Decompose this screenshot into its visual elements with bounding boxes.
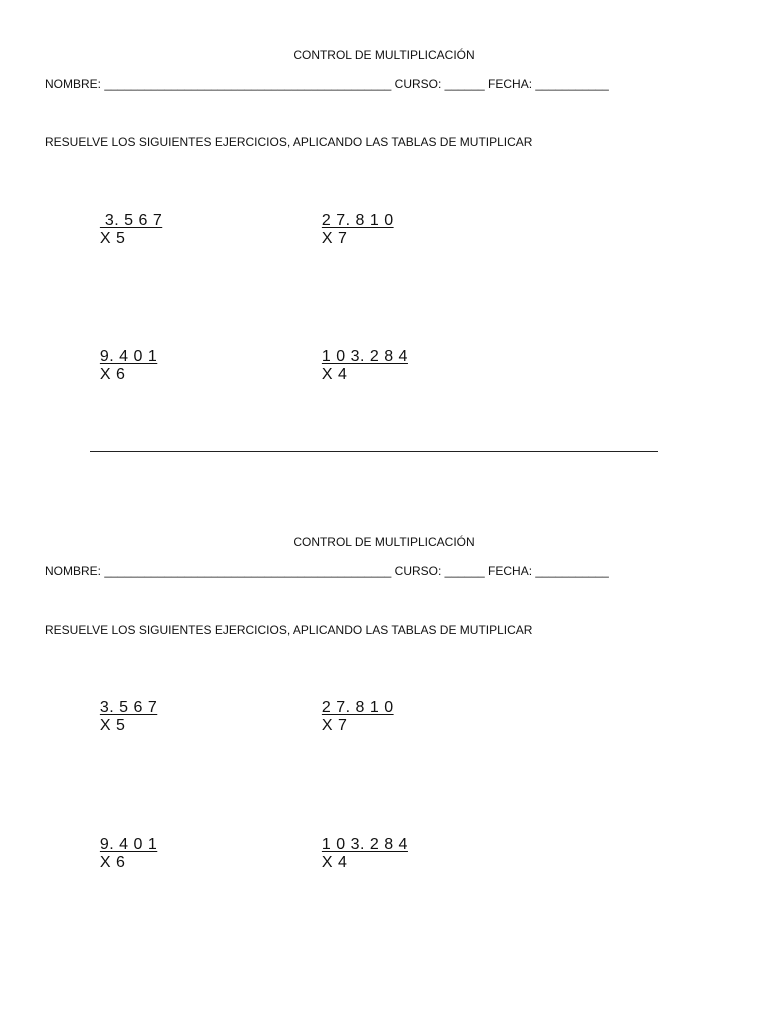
section-1-exercise-3 <box>90 330 157 384</box>
section-1-exercise-2 <box>312 194 394 248</box>
section-2-exercise-4 <box>312 818 408 872</box>
section-1-fields-line: NOMBRE: ___________________________________________ CURSO: ______ FECHA: ___________ <box>45 77 609 91</box>
exercise-multiplier: X 6 <box>99 366 126 383</box>
section-2-fields-line: NOMBRE: ___________________________________________ CURSO: ______ FECHA: ___________ <box>45 564 609 578</box>
section-2-exercise-3 <box>90 818 157 872</box>
exercise-number: 3. 5 6 7 <box>99 699 158 716</box>
exercise-multiplier: X 7 <box>321 717 348 734</box>
section-2-exercise-1 <box>90 681 157 735</box>
section-1-instruction: RESUELVE LOS SIGUIENTES EJERCICIOS, APLICANDO LAS TABLAS DE MUTIPLICAR <box>45 135 533 149</box>
exercise-number: 9. 4 0 1 <box>99 836 158 853</box>
exercise-multiplier: X 4 <box>321 854 348 871</box>
exercise-number: 1 0 3. 2 8 4 <box>321 836 408 853</box>
exercise-number: 1 0 3. 2 8 4 <box>321 348 408 365</box>
section-2-instruction: RESUELVE LOS SIGUIENTES EJERCICIOS, APLICANDO LAS TABLAS DE MUTIPLICAR <box>45 623 533 637</box>
exercise-multiplier: X 5 <box>99 230 126 247</box>
section-2-title: CONTROL DE MULTIPLICACIÓN <box>293 535 475 549</box>
exercise-number: 3. 5 6 7 <box>99 212 163 229</box>
section-1-exercise-1 <box>90 194 162 248</box>
section-2-exercise-2 <box>312 681 394 735</box>
exercise-number: 2 7. 8 1 0 <box>321 212 394 229</box>
exercise-number: 2 7. 8 1 0 <box>321 699 394 716</box>
exercise-multiplier: X 4 <box>321 366 348 383</box>
exercise-number: 9. 4 0 1 <box>99 348 158 365</box>
exercise-multiplier: X 5 <box>99 717 126 734</box>
section-divider <box>90 451 658 452</box>
section-1-exercise-4 <box>312 330 408 384</box>
exercise-multiplier: X 7 <box>321 230 348 247</box>
section-1-title: CONTROL DE MULTIPLICACIÓN <box>293 48 475 62</box>
exercise-multiplier: X 6 <box>99 854 126 871</box>
